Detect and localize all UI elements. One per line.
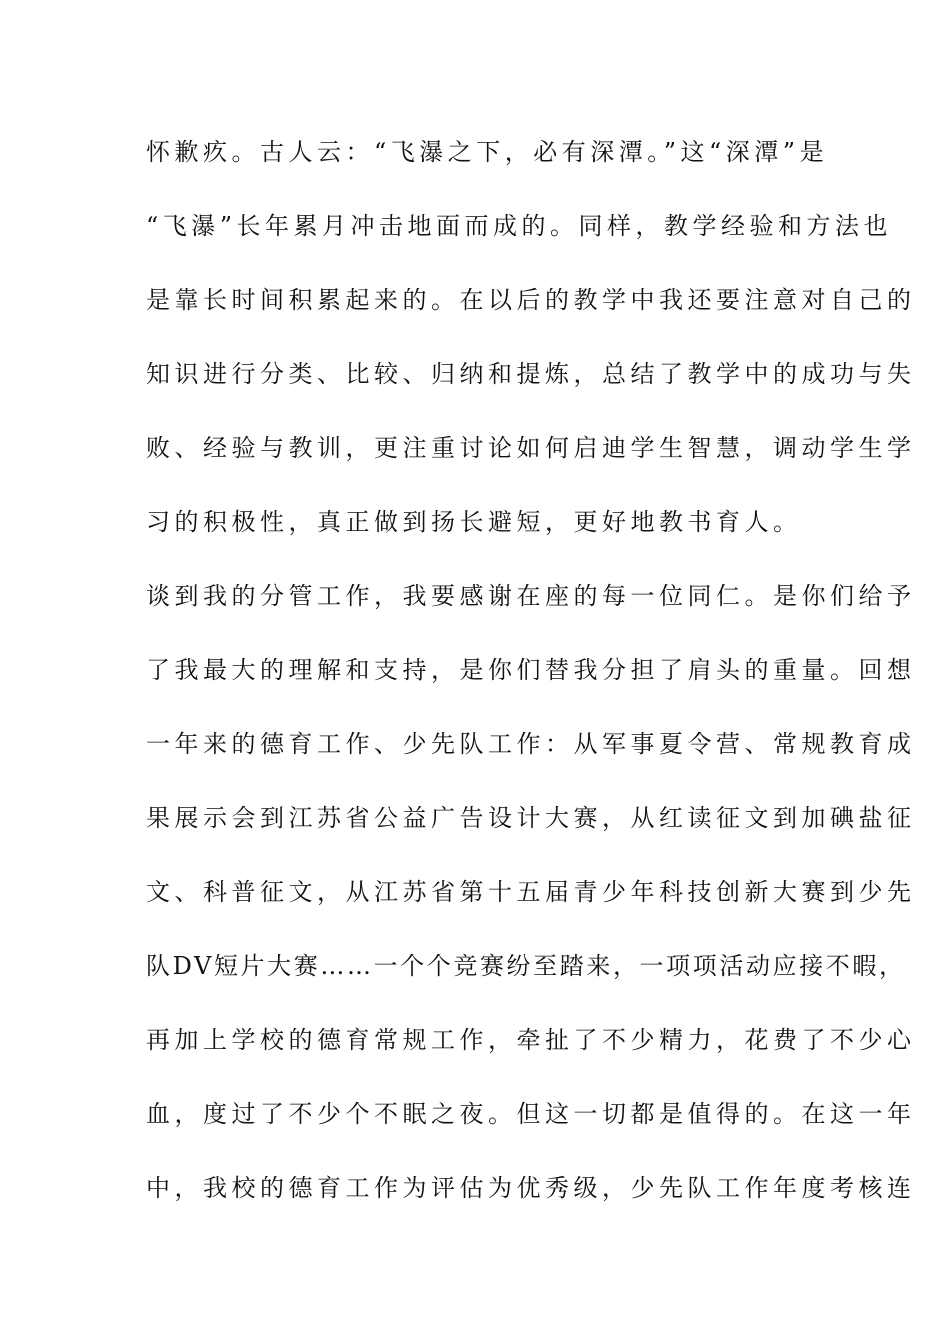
text-line: 果展示会到江苏省公益广告设计大赛，从红读征文到加碘盐征: [146, 804, 916, 832]
text-line: 中，我校的德育工作为评估为优秀级，少先队工作年度考核连: [146, 1174, 916, 1202]
text-line: 血，度过了不少个不眠之夜。但这一切都是值得的。在这一年: [146, 1100, 916, 1128]
text-line: 谈到我的分管工作，我要感谢在座的每一位同仁。是你们给予: [146, 582, 916, 610]
text-line: 再加上学校的德育常规工作，牵扯了不少精力，花费了不少心: [146, 1026, 916, 1054]
text-line: 是靠长时间积累起来的。在以后的教学中我还要注意对自己的: [146, 286, 916, 314]
text-line: 败、经验与教训，更注重讨论如何启迪学生智慧，调动学生学: [146, 434, 916, 462]
text-line: 了我最大的理解和支持，是你们替我分担了肩头的重量。回想: [146, 656, 916, 684]
text-line: 怀歉疚。古人云：“飞瀑之下，必有深潭。”这“深潭”是: [146, 138, 829, 166]
text-line: “飞瀑”长年累月冲击地面而成的。同样，教学经验和方法也: [146, 212, 893, 240]
text-line: 习的积极性，真正做到扬长避短，更好地教书育人。: [146, 508, 802, 536]
text-line: 一年来的德育工作、少先队工作：从军事夏令营、常规教育成: [146, 730, 916, 758]
text-line: 知识进行分类、比较、归纳和提炼，总结了教学中的成功与失: [146, 360, 916, 388]
text-line: 文、科普征文，从江苏省第十五届青少年科技创新大赛到少先: [146, 878, 916, 906]
text-line: 队DV短片大赛……一个个竞赛纷至踏来，一项项活动应接不暇，: [146, 952, 906, 980]
